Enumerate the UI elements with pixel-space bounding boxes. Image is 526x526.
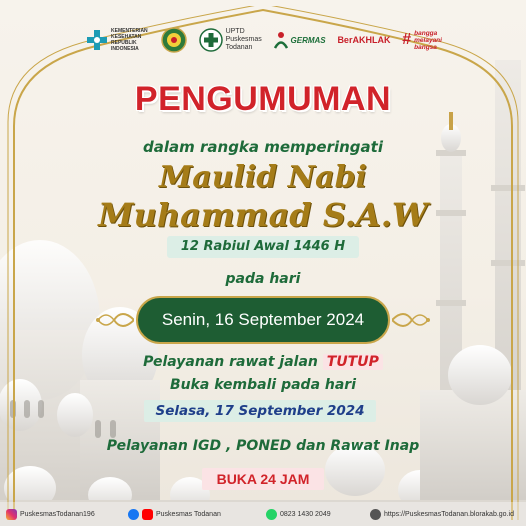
bangga-melayani-logo [402,22,442,58]
uptd-line2: Puskesmas [225,36,262,43]
instagram-icon [6,509,17,520]
announcement-title: PENGUMUMAN [134,80,392,118]
whatsapp-contact[interactable] [266,509,331,520]
germas-logo [274,22,326,58]
event-name-line2: Muhammad S.A.W [98,196,428,234]
uptd-puskesmas-logo [199,22,262,58]
open-24h-status: BUKA 24 JAM [202,468,324,490]
whatsapp-icon [266,509,277,520]
bangga-line1: bangga [414,29,438,37]
berakhlak-logo [337,22,390,58]
kemenkes-logo [86,22,149,58]
pada-hari-label: pada hari [225,271,301,287]
youtube-icon [142,509,153,520]
whatsapp-number: 0823 1430 2049 [280,511,331,518]
closed-status: TUTUP [323,354,383,370]
website-url: https://PuskesmasTodanan.blorakab.go.id [384,511,514,518]
kemenkes-text: KEMENTERIAN KESEHATAN REPUBLIK INDONESIA [111,28,148,52]
regency-seal-icon [161,27,187,53]
emergency-services-label: Pelayanan IGD , PONED dan Rawat Inap [106,438,420,454]
uptd-line3: Todanan [225,44,253,51]
website-contact[interactable] [370,509,514,520]
reopen-date: Selasa, 17 September 2024 [144,400,376,422]
facebook-youtube-contact[interactable] [128,509,221,520]
outpatient-label: Pelayanan rawat jalan [143,354,318,370]
regency-seal [161,22,187,58]
berakhlak-text: BerAKHLAK [337,35,391,45]
uptd-line1: UPTD [225,28,245,35]
facebook-youtube-handle: Puskesmas Todanan [156,511,221,518]
logo-bar [86,20,442,60]
event-name-line1: Maulid Nabi [159,160,367,195]
bangga-line3: bangsa [414,43,437,51]
contact-footer [0,502,526,526]
ornament-left-icon [94,300,134,340]
reopen-label: Buka kembali pada hari [169,377,357,393]
facebook-icon [128,509,139,520]
announcement-date-pill: Senin, 16 September 2024 [136,296,390,344]
announcement-subtitle: dalam rangka memperingati [143,138,383,156]
bangga-line2: melayani [414,36,442,44]
outpatient-notice [0,354,526,370]
kemenkes-logo-icon [86,29,108,51]
germas-logo-icon [274,31,288,49]
puskesmas-logo-icon [199,28,223,52]
germas-text: GERMAS [290,35,326,45]
hijri-date: 12 Rabiul Awal 1446 H [167,236,359,258]
hashtag-icon: # [402,31,412,48]
instagram-handle: PuskesmasTodanan196 [20,511,95,518]
globe-icon [370,509,381,520]
instagram-contact[interactable] [6,509,95,520]
ornament-right-icon [392,300,432,340]
